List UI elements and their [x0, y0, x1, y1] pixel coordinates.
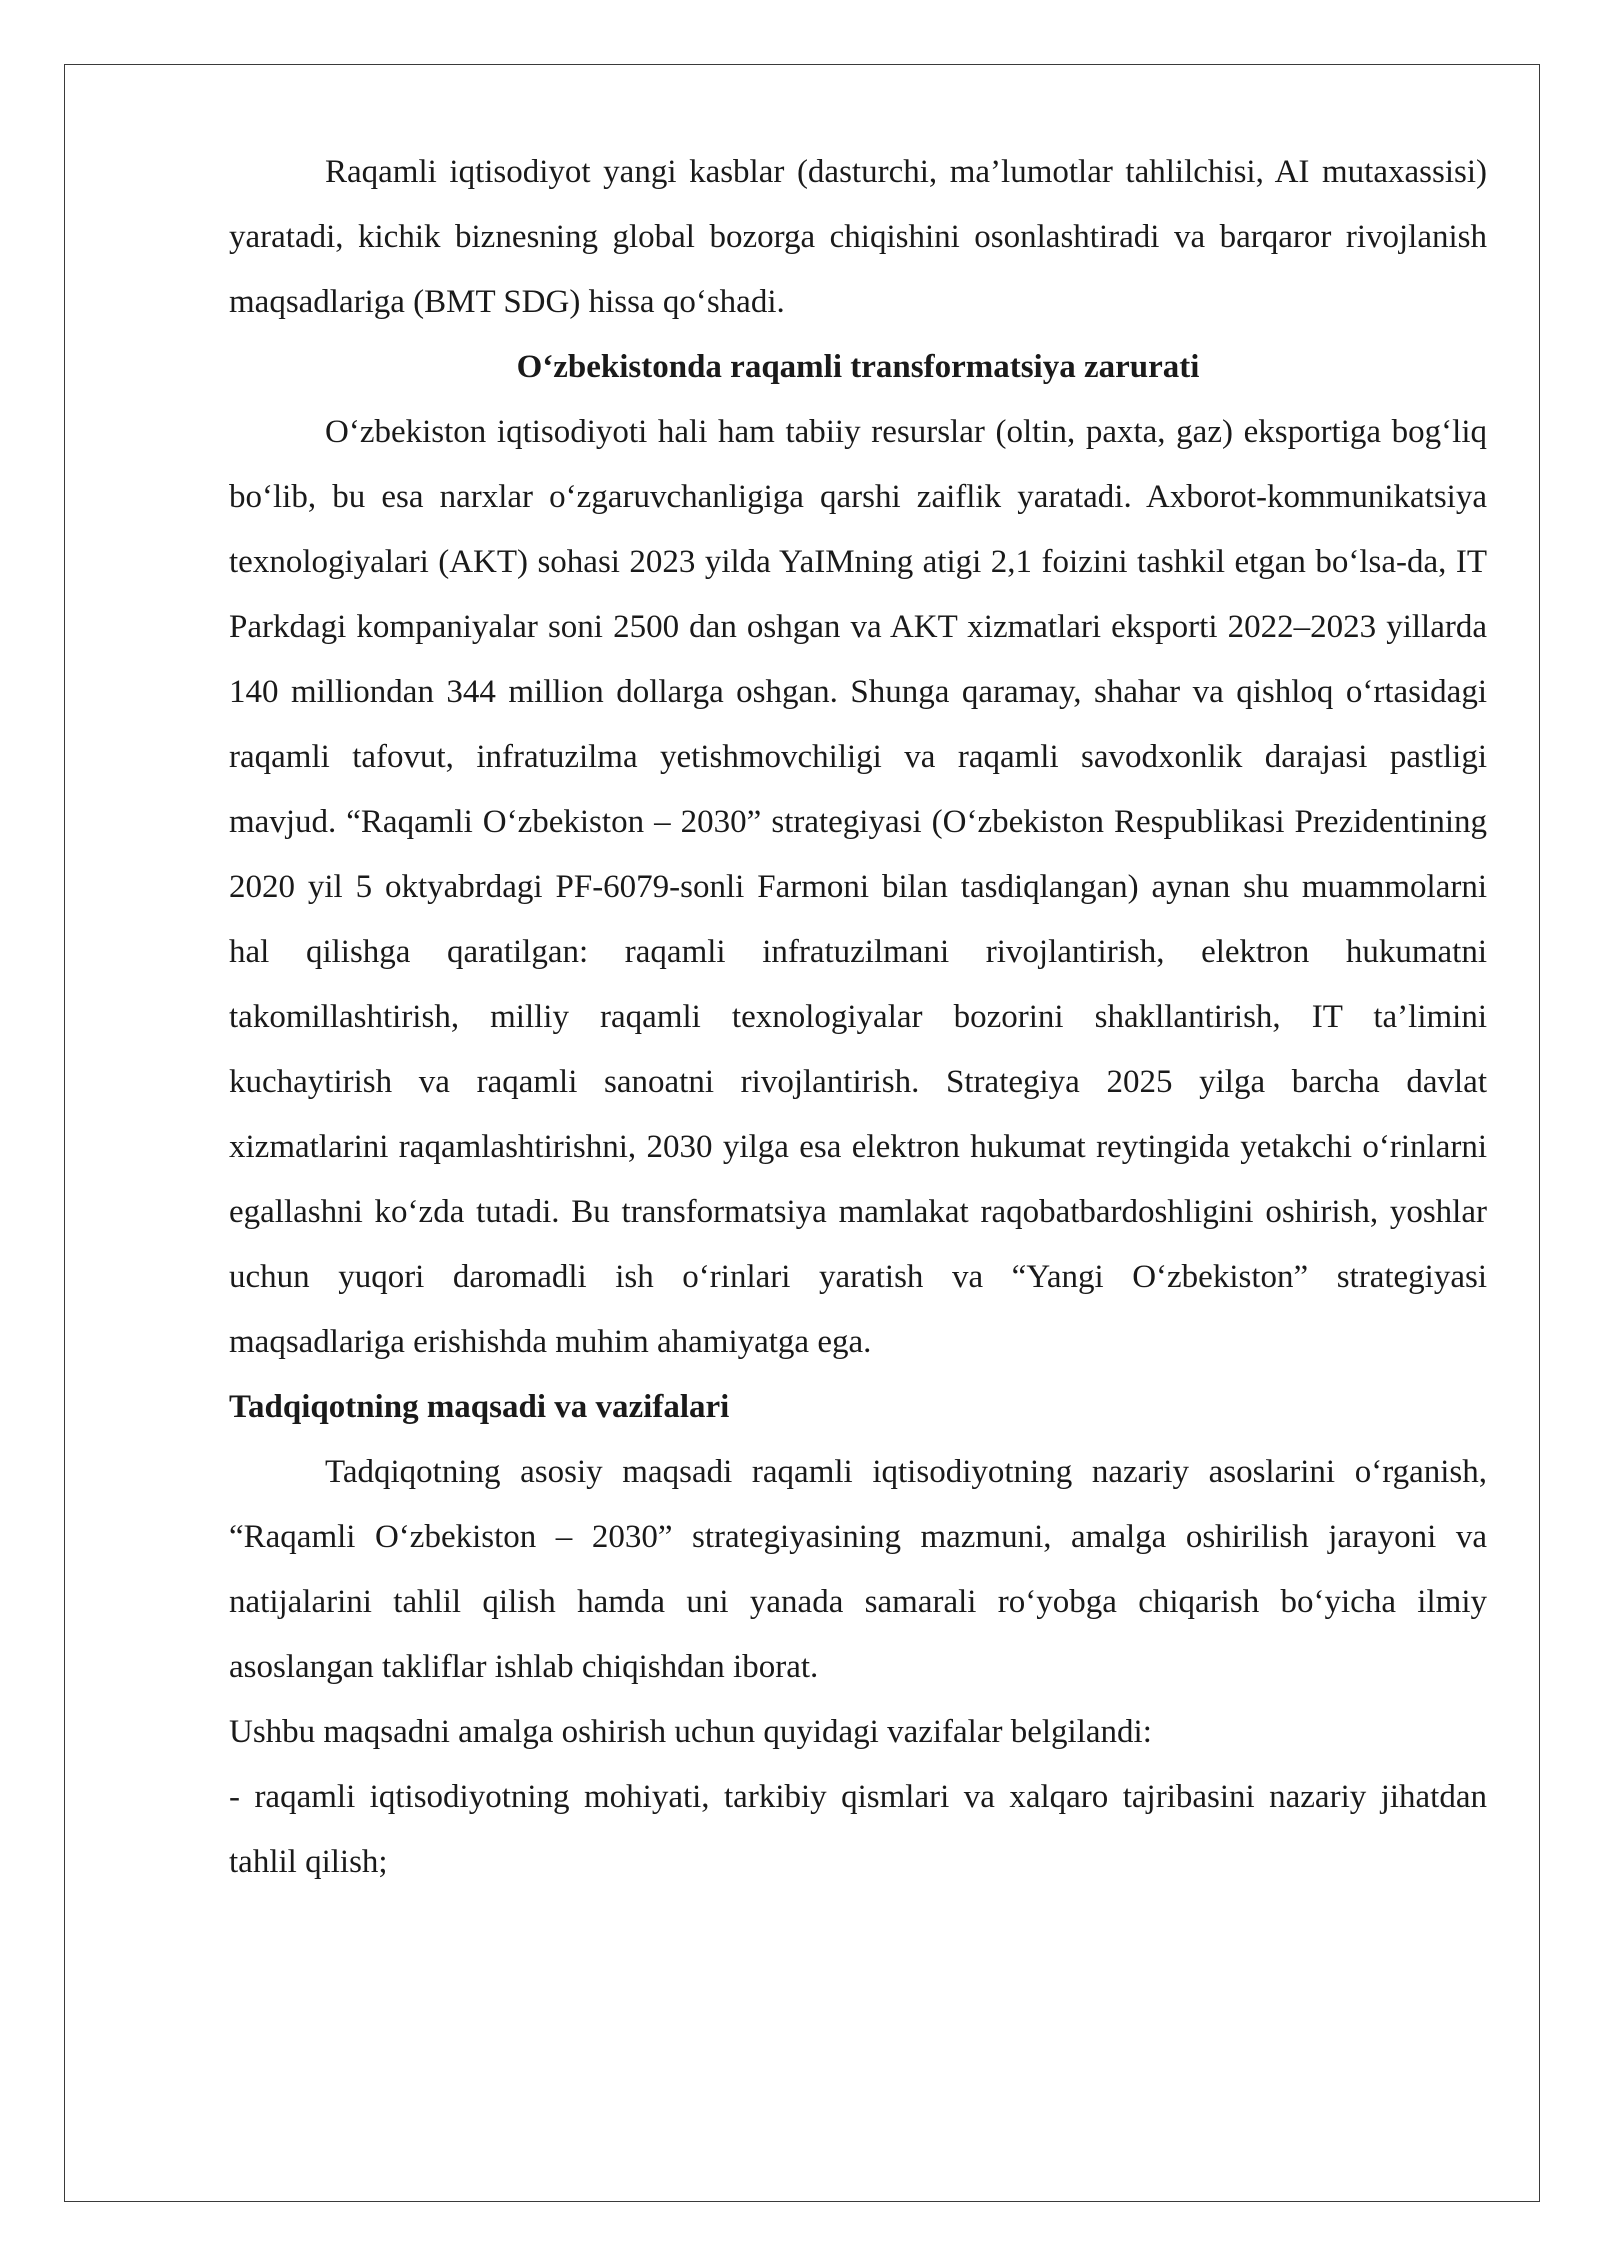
paragraph-intro: Raqamli iqtisodiyot yangi kasblar (dasturchi, ma’lumotlar tahlilchisi, AI mutaxassisi) yaratadi, kichik biznesning global bozorga chiqishini osonlashtiradi va barqaror rivojlanish maqsadlariga (BMT SDG) hissa qo‘shadi.: [229, 154, 1487, 320]
paragraph-tasks-intro: Ushbu maqsadni amalga oshirish uchun quyidagi vazifalar belgilandi:: [229, 1714, 1152, 1750]
section-heading-goals: Tadqiqotning maqsadi va vazifalari: [229, 1389, 730, 1425]
list-item-task-1: - raqamli iqtisodiyotning mohiyati, tarkibiy qismlari va xalqaro tajribasini nazariy jihatdan tahlil qilish;: [229, 1779, 1487, 1880]
section-heading-transformation: O‘zbekistonda raqamli transformatsiya zarurati: [516, 349, 1200, 385]
paragraph-transformation: O‘zbekiston iqtisodiyoti hali ham tabiiy resurslar (oltin, paxta, gaz) eksportiga bog‘liq bo‘lib, bu esa narxlar o‘zgaruvchanligiga qarshi zaiflik yaratadi. Axborot-kommunikatsiya texnologiyalari (AKT) sohasi 2023 yilda YaIMning atigi 2,1 foizini tashkil etgan bo‘lsa-da, IT Parkdagi kompaniyalar soni 2500 dan oshgan va AKT xizmatlari eksporti 2022–2023 yillarda 140 milliondan 344 million dollarga oshgan. Shunga qaramay, shahar va qishloq o‘rtasidagi raqamli tafovut, infratuzilma yetishmovchiligi va raqamli savodxonlik darajasi pastligi mavjud. “Raqamli O‘zbekiston – 2030” strategiyasi (O‘zbekiston Respublikasi Prezidentining 2020 yil 5 oktyabrdagi PF-6079-sonli Farmoni bilan tasdiqlangan) aynan shu muammolarni hal qilishga qaratilgan: raqamli infratuzilmani rivojlantirish, elektron hukumatni takomillashtirish, milliy raqamli texnologiyalar bozorini shakllantirish, IT ta’limini kuchaytirish va raqamli sanoatni rivojlantirish. Strategiya 2025 yilga barcha davlat xizmatlarini raqamlashtirishni, 2030 yilga esa elektron hukumat reytingida yetakchi o‘rinlarni egallashni ko‘zda tutadi. Bu transformatsiya mamlakat raqobatbardoshligini oshirish, yoshlar uchun yuqori daromadli ish o‘rinlari yaratish va “Yangi O‘zbekiston” strategiyasi maqsadlariga erishishda muhim ahamiyatga ega.: [229, 414, 1487, 1360]
document-body: [229, 140, 1487, 1895]
paragraph-goals: Tadqiqotning asosiy maqsadi raqamli iqtisodiyotning nazariy asoslarini o‘rganish, “Raqamli O‘zbekiston – 2030” strategiyasining mazmuni, amalga oshirilish jarayoni va natijalarini tahlil qilish hamda uni yanada samarali ro‘yobga chiqarish bo‘yicha ilmiy asoslangan takliflar ishlab chiqishdan iborat.: [229, 1454, 1487, 1685]
